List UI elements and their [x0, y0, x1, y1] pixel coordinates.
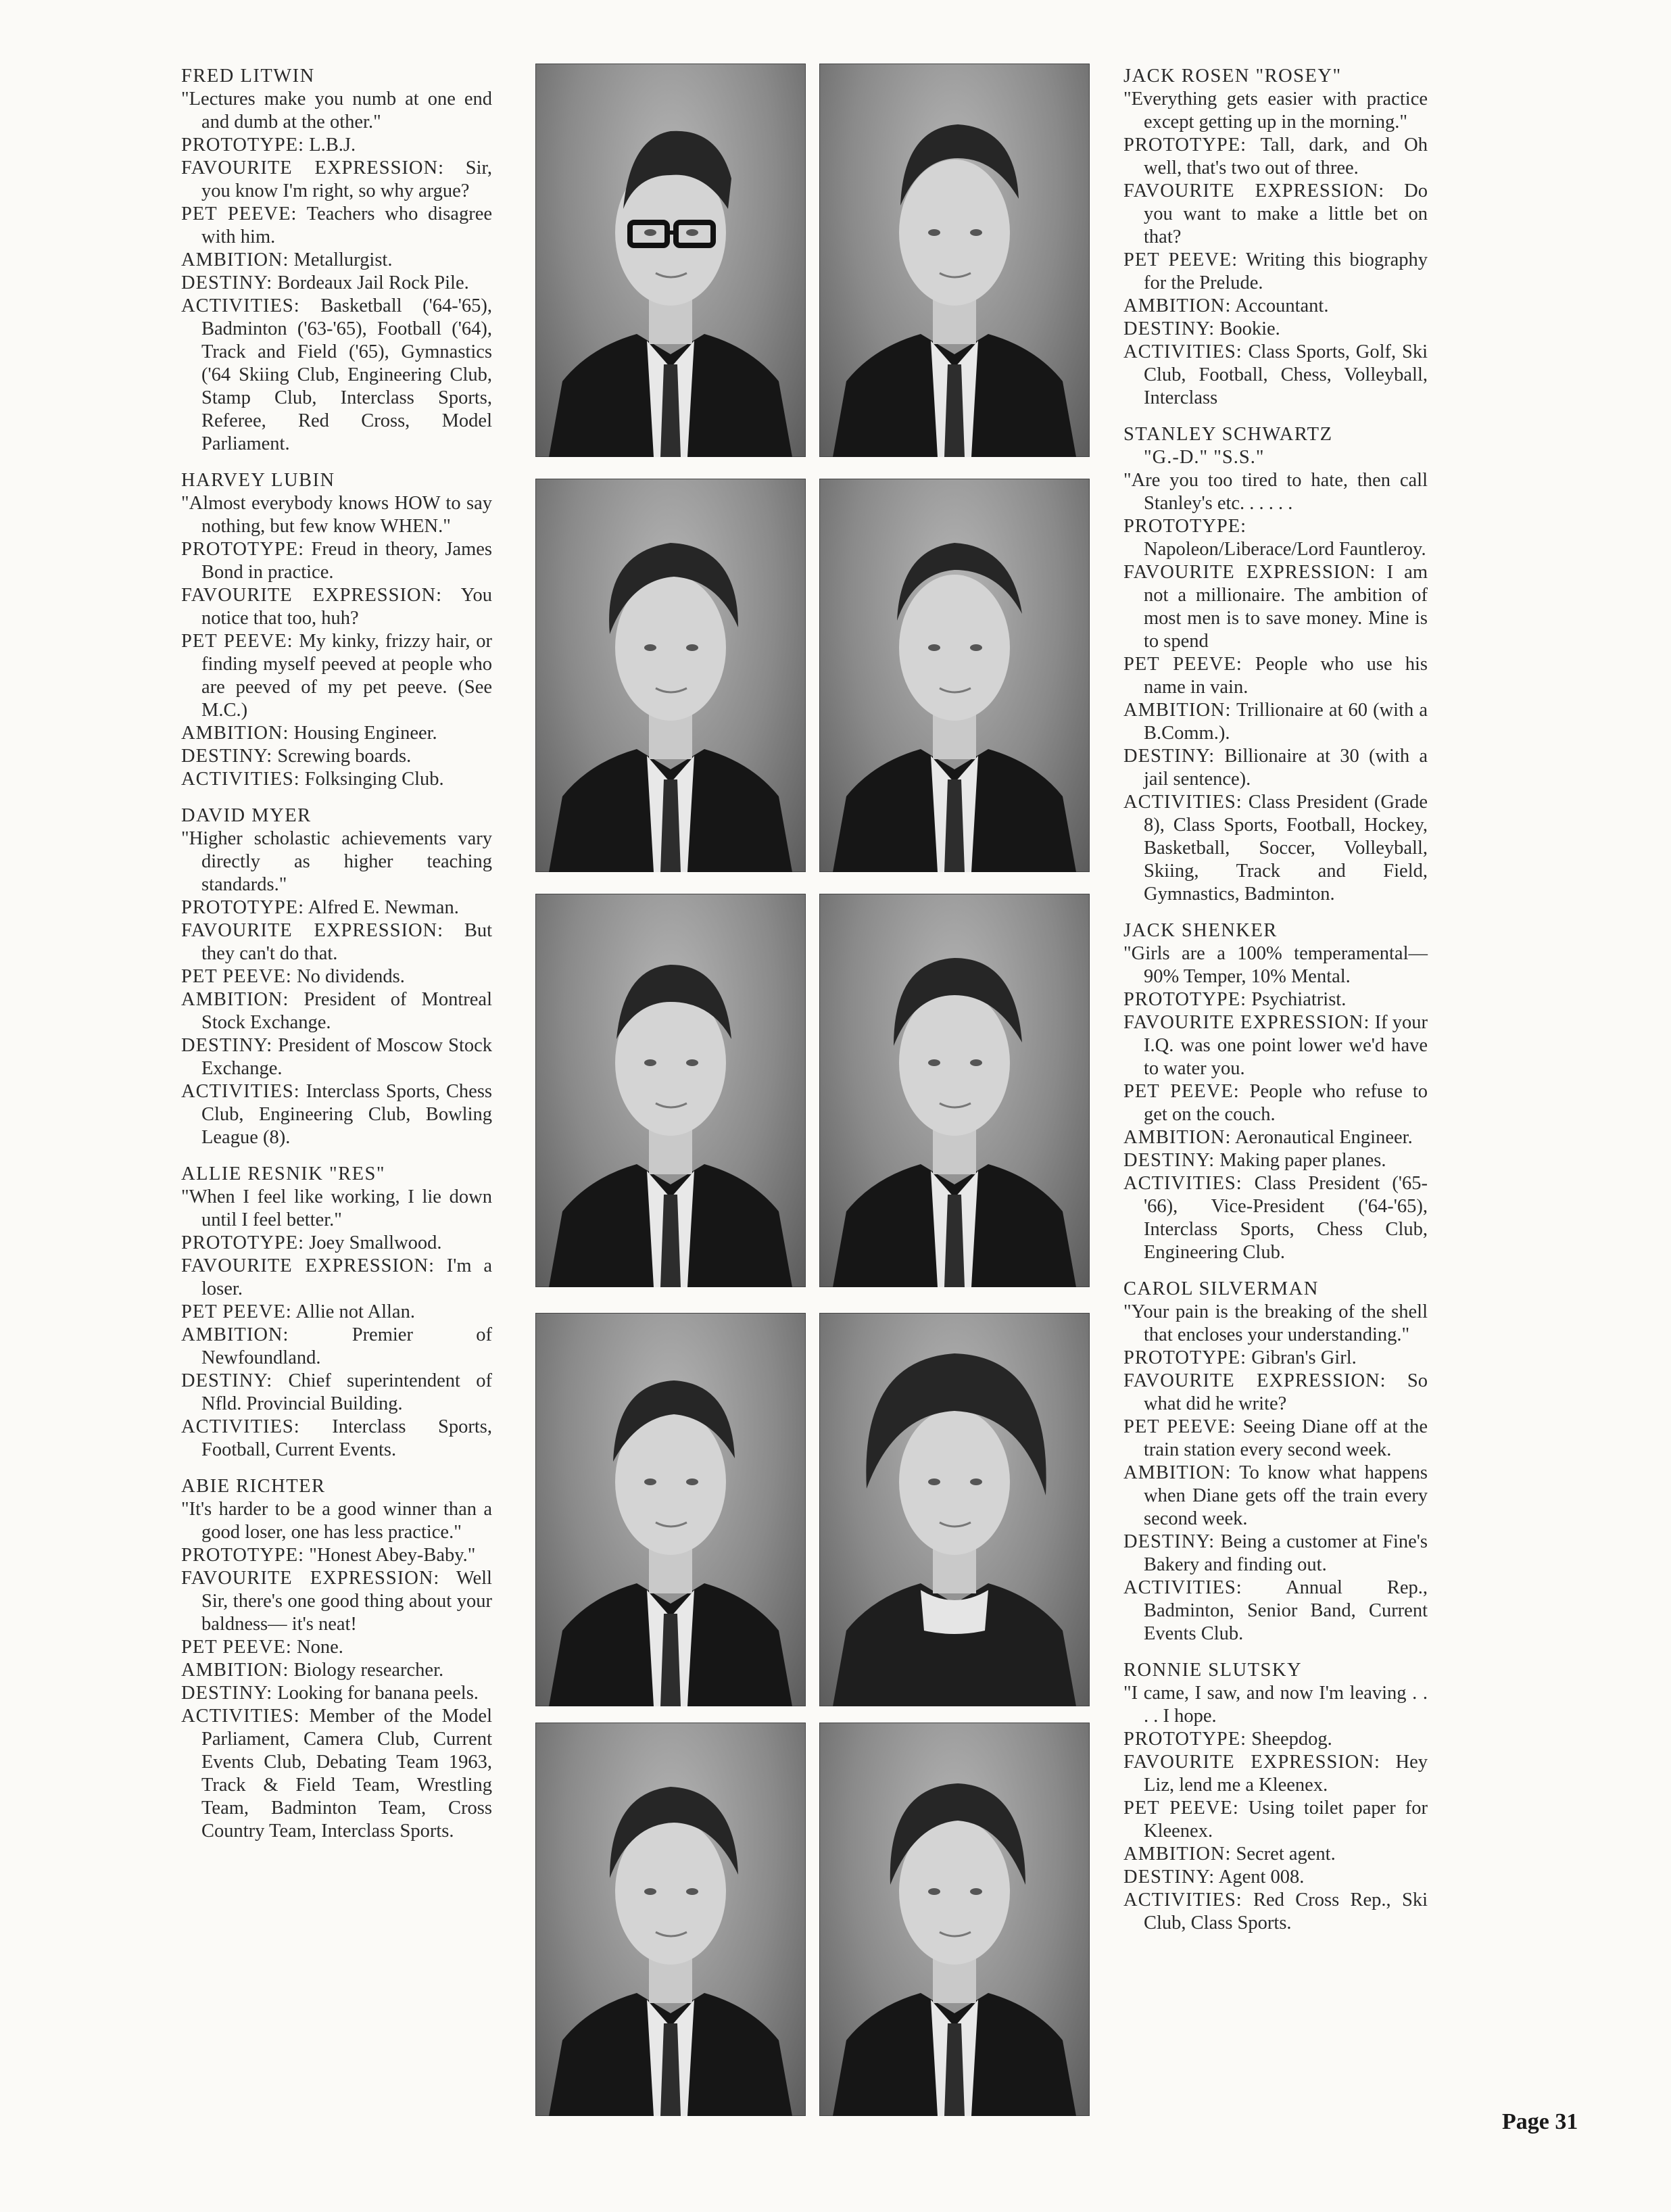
field-value: President of Montreal Stock Exchange. — [201, 989, 493, 1033]
portrait-stanley-schwartz — [819, 479, 1090, 872]
field-value: Well Sir, there's one good thing about your baldness— it's neat! — [201, 1568, 492, 1635]
portrait-carol-silverman — [819, 1313, 1090, 1706]
bio-field — [1123, 1866, 1428, 1889]
bio-field — [1123, 1172, 1428, 1264]
field-label: DESTINY: — [181, 272, 273, 293]
bio-field — [1123, 249, 1428, 295]
bio-field — [1123, 1751, 1428, 1797]
bio-field — [1123, 1462, 1428, 1531]
portrait-silhouette — [819, 1723, 1090, 2116]
bio-field — [181, 584, 492, 630]
field-value: Trillionaire at 60 (with a B.Comm.). — [1144, 700, 1428, 744]
bio-entry — [1123, 919, 1428, 1264]
field-label: ACTIVITIES: — [181, 295, 300, 316]
field-value: Writing this biography for the Prelude. — [1144, 249, 1428, 293]
field-label: PET PEEVE: — [1123, 1798, 1239, 1819]
bio-field — [1123, 988, 1428, 1011]
bio-field — [181, 272, 492, 295]
field-label: AMBITION: — [1123, 1844, 1232, 1865]
field-label: DESTINY: — [181, 746, 273, 767]
student-name: HARVEY LUBIN — [181, 470, 335, 491]
field-value: Do you want to make a little bet on that? — [1144, 181, 1428, 247]
bio-field — [181, 965, 492, 988]
portrait-abie-richter — [535, 1723, 806, 2116]
bio-entry — [1123, 65, 1428, 410]
student-quote: "Are you too tired to hate, then call Stanley's etc. . . . . . — [1123, 470, 1428, 514]
portrait-allie-resnik — [535, 1313, 806, 1706]
bio-entry — [181, 469, 492, 791]
field-label: PET PEEVE: — [181, 966, 292, 987]
bio-field — [181, 896, 492, 919]
field-label: DESTINY: — [181, 1683, 273, 1704]
field-label: PET PEEVE: — [181, 1637, 292, 1658]
bio-field — [181, 722, 492, 745]
field-value: If your I.Q. was one point lower we'd have to water you. — [1144, 1012, 1428, 1079]
bio-field — [181, 1080, 492, 1149]
field-value: Annual Rep., Badminton, Senior Band, Current Events Club. — [1144, 1577, 1428, 1644]
student-quote: "It's harder to be a good winner than a good loser, one has less practice." — [181, 1499, 492, 1543]
student-quote: "Girls are a 100% temperamental—90% Temper, 10% Mental. — [1123, 943, 1428, 987]
field-value: People who use his name in vain. — [1144, 654, 1428, 698]
field-label: PET PEEVE: — [181, 631, 293, 652]
portrait-silhouette — [819, 1313, 1090, 1706]
bio-field — [181, 1416, 492, 1462]
bio-field — [1123, 745, 1428, 791]
field-label: ACTIVITIES: — [1123, 1890, 1242, 1910]
field-label: ACTIVITIES: — [181, 1706, 300, 1727]
field-label: DESTINY: — [1123, 1531, 1215, 1552]
field-label: FAVOURITE EXPRESSION: — [1123, 181, 1385, 201]
field-label: AMBITION: — [1123, 1127, 1232, 1148]
field-label: PROTOTYPE: — [1123, 1347, 1247, 1368]
field-value: Billionaire at 30 (with a jail sentence). — [1144, 746, 1428, 790]
field-value: Secret agent. — [1236, 1844, 1336, 1865]
field-value: Accountant. — [1234, 295, 1329, 316]
bio-field — [181, 768, 492, 791]
field-value: Screwing boards. — [277, 746, 412, 767]
bio-field — [181, 249, 492, 272]
field-value: Using toilet paper for Kleenex. — [1144, 1798, 1428, 1842]
field-label: PET PEEVE: — [181, 203, 297, 224]
field-label: FAVOURITE EXPRESSION: — [1123, 562, 1376, 583]
field-label: PET PEEVE: — [1123, 654, 1242, 675]
bio-field — [181, 988, 492, 1034]
bio-field — [1123, 791, 1428, 906]
field-label: FAVOURITE EXPRESSION: — [181, 585, 443, 606]
field-label: FAVOURITE EXPRESSION: — [1123, 1012, 1370, 1033]
field-label: AMBITION: — [181, 1660, 289, 1681]
bio-entry — [181, 804, 492, 1149]
field-value: No dividends. — [296, 966, 405, 987]
bio-entry — [181, 65, 492, 456]
bio-field — [181, 134, 492, 157]
field-value: Psychiatrist. — [1251, 989, 1347, 1010]
field-value: Chief superintendent of Nfld. Provincial Building. — [201, 1370, 492, 1414]
field-value: My kinky, frizzy hair, or finding myself peeved at people who are peeved of my pet peeve. (See M.C.) — [201, 631, 493, 721]
field-label: PET PEEVE: — [1123, 1081, 1240, 1102]
student-name: RONNIE SLUTSKY — [1123, 1660, 1303, 1681]
field-label: DESTINY: — [181, 1035, 273, 1056]
field-label: AMBITION: — [181, 1324, 289, 1345]
field-label: FAVOURITE EXPRESSION: — [1123, 1370, 1386, 1391]
field-value: President of Moscow Stock Exchange. — [201, 1035, 493, 1079]
student-name: JACK ROSEN "ROSEY" — [1123, 66, 1342, 87]
field-label: DESTINY: — [1123, 318, 1215, 339]
field-value: Member of the Model Parliament, Camera Club, Current Events Club, Debating Team 1963, Track & Field Team, Wrestling Team, Badminton Team, Cross Country Team, Interclass Sports. — [201, 1706, 492, 1842]
bio-field — [1123, 1416, 1428, 1462]
bio-entry — [181, 1163, 492, 1462]
portrait-silhouette — [819, 894, 1090, 1287]
bio-field — [1123, 1728, 1428, 1751]
field-value: Napoleon/Liberace/Lord Fauntleroy. — [1144, 539, 1426, 560]
bio-entry — [1123, 1278, 1428, 1645]
student-quote: "Higher scholastic achievements vary directly as higher teaching standards." — [181, 828, 492, 895]
field-value: But they can't do that. — [201, 920, 492, 964]
field-value: Freud in theory, James Bond in practice. — [201, 539, 492, 583]
bio-field — [1123, 341, 1428, 410]
field-value: Interclass Sports, Chess Club, Engineering Club, Bowling League (8). — [201, 1081, 492, 1148]
field-label: AMBITION: — [181, 989, 289, 1010]
bio-field — [1123, 318, 1428, 341]
field-value: Sheepdog. — [1251, 1729, 1332, 1750]
field-value: Bordeaux Jail Rock Pile. — [277, 272, 469, 293]
bio-field — [181, 203, 492, 249]
portrait-silhouette — [819, 64, 1090, 457]
field-value: Gibran's Girl. — [1251, 1347, 1357, 1368]
bio-field — [1123, 1149, 1428, 1172]
field-value: L.B.J. — [309, 135, 356, 155]
field-label: PROTOTYPE: — [181, 1232, 305, 1253]
bio-entry — [1123, 1659, 1428, 1935]
bio-field — [181, 1232, 492, 1255]
field-label: DESTINY: — [181, 1370, 273, 1391]
bio-field — [1123, 134, 1428, 180]
student-name: CAROL SILVERMAN — [1123, 1278, 1319, 1299]
field-label: PROTOTYPE: — [1123, 516, 1247, 537]
bio-field — [1123, 1011, 1428, 1080]
field-value: Joey Smallwood. — [309, 1232, 442, 1253]
field-label: FAVOURITE EXPRESSION: — [181, 920, 444, 941]
field-value: Seeing Diane off at the train station every second week. — [1144, 1416, 1428, 1460]
field-value: Class Sports, Golf, Ski Club, Football, Chess, Volleyball, Interclass — [1144, 341, 1428, 408]
field-label: ACTIVITIES: — [1123, 1173, 1242, 1194]
field-value: Agent 008. — [1218, 1867, 1305, 1888]
field-label: PROTOTYPE: — [1123, 135, 1247, 155]
bio-entry — [1123, 423, 1428, 906]
field-value: Class President (Grade 8), Class Sports, Football, Hockey, Basketball, Soccer, Volleyball, Skiing, Track and Field, Gymnastics, Badminton. — [1144, 792, 1428, 905]
bio-field — [181, 1636, 492, 1659]
bio-field — [1123, 699, 1428, 745]
field-label: DESTINY: — [1123, 1150, 1215, 1171]
bio-field — [181, 630, 492, 722]
student-quote: "Everything gets easier with practice except getting up in the morning." — [1123, 89, 1428, 133]
field-label: DESTINY: — [1123, 1867, 1215, 1888]
portrait-jack-shenker — [819, 894, 1090, 1287]
bio-field — [181, 1659, 492, 1682]
student-name: JACK SHENKER — [1123, 920, 1278, 941]
student-nickname: "G.-D." "S.S." — [1144, 447, 1265, 468]
bio-field — [181, 1705, 492, 1843]
field-value: Interclass Sports, Football, Current Events. — [201, 1416, 492, 1460]
field-label: DESTINY: — [1123, 746, 1215, 767]
bio-field — [181, 1034, 492, 1080]
field-label: PROTOTYPE: — [1123, 1729, 1247, 1750]
bio-field — [181, 1324, 492, 1370]
portrait-harvey-lubin — [535, 479, 806, 872]
student-name: ABIE RICHTER — [181, 1476, 326, 1497]
field-label: AMBITION: — [181, 723, 289, 744]
field-value: Biology researcher. — [293, 1660, 444, 1681]
field-value: None. — [296, 1637, 343, 1658]
bio-field — [181, 745, 492, 768]
field-label: ACTIVITIES: — [181, 1081, 300, 1102]
student-quote: "Lectures make you numb at one end and dumb at the other." — [181, 89, 492, 133]
field-value: Being a customer at Fine's Bakery and finding out. — [1144, 1531, 1428, 1575]
field-value: Allie not Allan. — [295, 1301, 415, 1322]
bio-field — [181, 1567, 492, 1636]
portrait-silhouette — [535, 64, 806, 457]
right-bio-column — [1123, 65, 1428, 1948]
field-value: I'm a loser. — [201, 1255, 492, 1299]
field-value: Teachers who disagree with him. — [201, 203, 492, 247]
student-quote: "Your pain is the breaking of the shell that encloses your understanding." — [1123, 1301, 1428, 1345]
field-value: Basketball ('64-'65), Badminton ('63-'65), Football ('64), Track and Field ('65), Gymnastics ('64 Skiing Club, Engineering Club, Stamp Club, Interclass Sports, Referee, Red Cross, Model Parliament. — [201, 295, 492, 454]
field-label: ACTIVITIES: — [181, 769, 300, 790]
student-name: STANLEY SCHWARTZ — [1123, 424, 1333, 445]
field-label: PROTOTYPE: — [1123, 989, 1247, 1010]
bio-field — [1123, 1080, 1428, 1126]
field-value: You notice that too, huh? — [201, 585, 492, 629]
page-number: Page 31 — [1502, 2109, 1578, 2134]
portrait-silhouette — [535, 479, 806, 872]
bio-field — [181, 157, 492, 203]
student-quote: "When I feel like working, I lie down until I feel better." — [181, 1186, 492, 1230]
field-value: Looking for banana peels. — [277, 1683, 479, 1704]
field-value: Class President ('65-'66), Vice-President ('64-'65), Interclass Sports, Chess Club, Engineering Club. — [1144, 1173, 1428, 1263]
field-label: AMBITION: — [1123, 700, 1232, 721]
field-label: PET PEEVE: — [181, 1301, 292, 1322]
field-label: PET PEEVE: — [1123, 249, 1238, 270]
bio-field — [1123, 515, 1428, 561]
portrait-fred-litwin — [535, 64, 806, 457]
field-label: PROTOTYPE: — [181, 539, 305, 560]
field-label: AMBITION: — [181, 249, 289, 270]
bio-field — [1123, 1577, 1428, 1645]
bio-field — [1123, 561, 1428, 653]
field-label: ACTIVITIES: — [181, 1416, 300, 1437]
field-value: Aeronautical Engineer. — [1234, 1127, 1413, 1148]
bio-field — [181, 1301, 492, 1324]
field-label: ACTIVITIES: — [1123, 341, 1242, 362]
bio-field — [1123, 180, 1428, 249]
bio-field — [1123, 1889, 1428, 1935]
field-value: People who refuse to get on the couch. — [1144, 1081, 1428, 1125]
field-value: I am not a millionaire. The ambition of most men is to save money. Mine is to spend — [1144, 562, 1428, 652]
bio-field — [1123, 1797, 1428, 1843]
bio-entry — [181, 1475, 492, 1843]
portrait-silhouette — [535, 1723, 806, 2116]
portrait-ronnie-slutsky — [819, 1723, 1090, 2116]
field-label: FAVOURITE EXPRESSION: — [181, 1568, 440, 1589]
field-label: AMBITION: — [1123, 1462, 1232, 1483]
student-quote: "I came, I saw, and now I'm leaving . . . . I hope. — [1123, 1683, 1428, 1727]
bio-field — [1123, 1843, 1428, 1866]
field-value: Red Cross Rep., Ski Club, Class Sports. — [1144, 1890, 1428, 1933]
field-value: Metallurgist. — [293, 249, 393, 270]
field-value: Housing Engineer. — [293, 723, 437, 744]
bio-field — [1123, 653, 1428, 699]
field-value: Folksinging Club. — [304, 769, 444, 790]
field-label: PROTOTYPE: — [181, 897, 305, 918]
student-quote: "Almost everybody knows HOW to say nothing, but few know WHEN." — [181, 493, 492, 537]
field-label: FAVOURITE EXPRESSION: — [181, 158, 444, 178]
bio-field — [1123, 1126, 1428, 1149]
field-value: Bookie. — [1219, 318, 1280, 339]
bio-field — [181, 1544, 492, 1567]
field-label: PROTOTYPE: — [181, 135, 305, 155]
field-value: To know what happens when Diane gets off the train every second week. — [1144, 1462, 1428, 1529]
bio-field — [181, 919, 492, 965]
field-value: Making paper planes. — [1219, 1150, 1386, 1171]
field-label: PROTOTYPE: — [181, 1545, 305, 1566]
field-label: ACTIVITIES: — [1123, 1577, 1242, 1598]
student-name: FRED LITWIN — [181, 66, 315, 87]
field-value: "Honest Abey-Baby." — [309, 1545, 476, 1566]
field-value: Alfred E. Newman. — [308, 897, 459, 918]
field-value: So what did he write? — [1144, 1370, 1428, 1414]
portrait-jack-rosen — [819, 64, 1090, 457]
field-label: AMBITION: — [1123, 295, 1232, 316]
field-label: PET PEEVE: — [1123, 1416, 1236, 1437]
bio-field — [181, 538, 492, 584]
field-value: Tall, dark, and Oh well, that's two out of three. — [1144, 135, 1428, 178]
bio-field — [181, 1255, 492, 1301]
bio-field — [1123, 1370, 1428, 1416]
field-value: Premier of Newfoundland. — [201, 1324, 492, 1368]
bio-field — [1123, 295, 1428, 318]
student-name: DAVID MYER — [181, 805, 312, 826]
field-label: ACTIVITIES: — [1123, 792, 1242, 813]
bio-field — [1123, 1531, 1428, 1577]
field-value: Sir, you know I'm right, so why argue? — [201, 158, 492, 201]
portrait-david-myer — [535, 894, 806, 1287]
bio-field — [181, 1682, 492, 1705]
bio-field — [181, 295, 492, 456]
field-value: Hey Liz, lend me a Kleenex. — [1144, 1752, 1428, 1796]
field-label: FAVOURITE EXPRESSION: — [1123, 1752, 1380, 1773]
portrait-silhouette — [535, 894, 806, 1287]
portrait-silhouette — [819, 479, 1090, 872]
student-name: ALLIE RESNIK "RES" — [181, 1163, 386, 1184]
bio-field — [181, 1370, 492, 1416]
field-label: FAVOURITE EXPRESSION: — [181, 1255, 435, 1276]
portrait-silhouette — [535, 1313, 806, 1706]
bio-field — [1123, 1347, 1428, 1370]
left-bio-column — [181, 65, 492, 1856]
